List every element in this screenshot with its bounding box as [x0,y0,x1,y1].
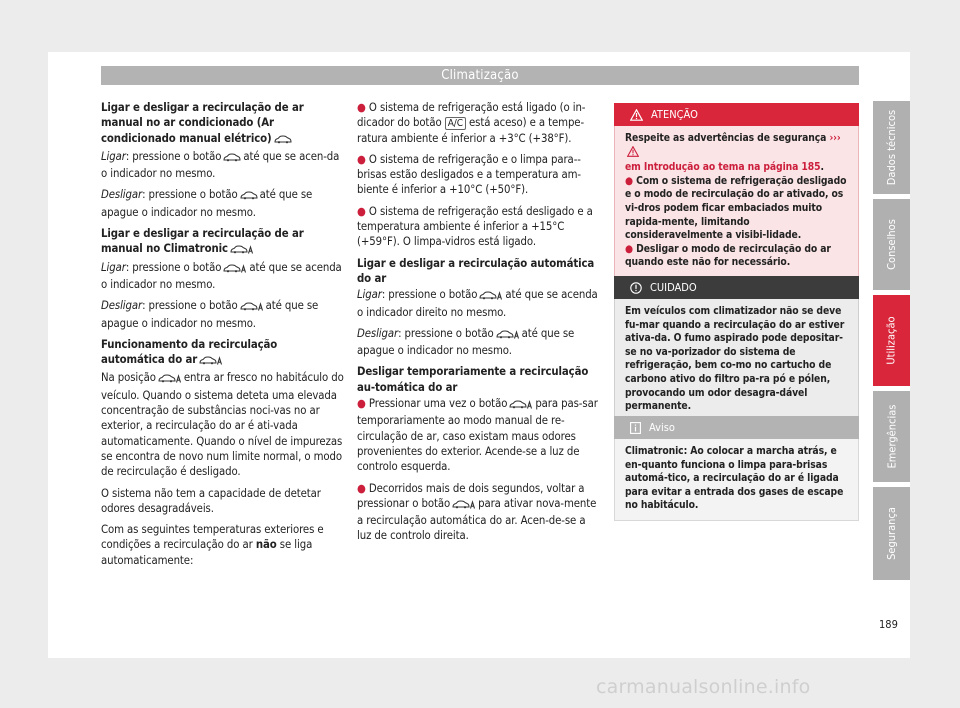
tab-emergencias[interactable]: Emergências [873,391,910,482]
caution-box [614,276,859,422]
watermark: carmanualsonline.info [596,676,811,698]
note-icon [630,422,641,434]
caution-title: CUIDADO [650,281,697,294]
recirculation-auto-car-icon [158,372,182,387]
info-circle-icon [630,282,642,294]
warning-triangle-icon [630,109,643,121]
warning-triangle-icon [627,146,639,162]
heading-auto-on-off: Ligar e desligar a recirculação automática do ar [357,256,595,285]
heading-manual-recirc: Ligar e desligar a recirculação de ar manual no ar condicionado (Ar condicionado manual elétrico) [101,100,344,148]
section-tabs [873,101,910,585]
paragraph-ligar-2: Ligar: pressione o botão até que se acenda o indicador no mesmo. [101,260,342,291]
paragraph-ligar-1: Ligar: pressione o botão até que se acen-da o indicador no mesmo. [101,149,340,181]
list-item-temporary-2: ● Decorridos mais de dois segundos, voltar a pressionar o botão para ativar nova-mente a recirculação automática do ar. Acen-de-se a luz de controlo direita. [357,481,597,543]
column-1 [101,100,344,574]
warning-intro: Respeite as advertências de segurança ››› em Introdução ao tema na página 185. [625,132,841,174]
warning-box [614,103,859,278]
recirculation-auto-car-icon [240,300,264,315]
caution-header [614,276,859,299]
note-title: Aviso [649,421,675,434]
recirculation-auto-car-icon [230,243,254,258]
recirculation-auto-car-icon [509,398,533,413]
page-title: Climatização [101,66,859,85]
ac-key-label: A/C [445,117,466,130]
warning-bullet-2: ● Desligar o modo de recirculação do ar quando este não for necessário. [625,242,831,269]
note-header [614,416,859,439]
recirculation-car-icon [223,151,241,166]
list-item-condition-3: ● O sistema de refrigeração está desligado e a temperatura ambiente é inferior a +15°C (+59°F). O limpa-vidros está ligado. [357,204,593,249]
column-2 [357,100,600,550]
paragraph-auto-description: Na posição entra ar fresco no habitáculo do veículo. Quando o sistema deteta uma elevada concentração de substâncias noci-vas no ar exterior, a recirculação do ar é ati-vada automaticamente. Quando o nível de impurezas se encontra de novo num limite normal, o modo de recirculação é desligado. [101,371,344,479]
recirculation-auto-car-icon [452,498,476,513]
heading-temporary-off: Desligar temporariamente a recirculação au-tomática do ar [357,365,589,394]
recirculation-auto-car-icon [479,289,503,304]
recirculation-auto-car-icon [199,354,223,369]
warning-title: ATENÇÃO [651,108,698,121]
list-item-temporary-1: ● Pressionar uma vez o botão para pas-sar temporariamente ao modo manual de re-circulação de ar, caso existam maus odores provenientes do exterior. Acende-se a luz de controlo esquerda. [357,397,598,474]
list-item-condition-2: ● O sistema de refrigeração e o limpa para--brisas estão desligados e a temperatura am-biente é inferior a +10°C (+50°F). [357,152,581,197]
tab-utilizacao[interactable]: Utilização [873,295,910,386]
arrows-link[interactable]: ››› [829,132,841,144]
recirculation-auto-car-icon [223,262,247,277]
recirculation-auto-car-icon [496,328,520,343]
note-body: Climatronic: Ao colocar a marcha atrás, e en-quanto funciona o limpa para-brisas automá-tico, a recirculação do ar é ligada para evitar a entrada dos gases de escape no habitáculo. [614,439,859,521]
heading-climatronic-recirc: Ligar e desligar a recirculação de ar manual no Climatronic [101,226,344,259]
warning-body [614,126,859,278]
warning-header [614,103,859,126]
paragraph-conditions: Com as seguintes temperaturas exteriores e condições a recirculação do ar não se liga automaticamente: [101,523,324,567]
paragraph-desligar-3: Desligar: pressione o botão até que se apague o indicador no mesmo. [357,326,575,358]
paragraph-odors: O sistema não tem a capacidade de detetar odores desagradáveis. [101,486,321,515]
note-box [614,416,859,521]
tab-conselhos[interactable]: Conselhos [873,199,910,290]
paragraph-desligar-1: Desligar: pressione o botão até que se apague o indicador no mesmo. [101,188,313,219]
tab-seguranca[interactable]: Segurança [873,487,910,580]
recirculation-car-icon [240,189,258,204]
paragraph-ligar-3: Ligar: pressione o botão até que se acenda o indicador direito no mesmo. [357,288,598,319]
intro-page-link[interactable]: em Introdução ao tema na página 185 [625,161,821,174]
caution-body: Em veículos com climatizador não se deve fu-mar quando a recirculação do ar estiver ativa-da. O fumo aspirado pode depositar-se no va-porizador do sistema de refrigeração, bem co-mo no cartucho de carbono ativo do filtro pa-ra pó e pólen, provocando um odor desagra-dável permanente. [614,299,859,422]
tab-dados-tecnicos[interactable]: Dados técnicos [873,101,910,194]
page-number: 189 [879,618,898,631]
warning-bullet-1: ● Com o sistema de refrigeração desligado e o modo de recirculação do ar ativado, os vi-dros podem ficar embaciados muito rapida-mente, limitando consideravelmente a visibi-lidade. [625,174,847,242]
list-item-condition-1: ● O sistema de refrigeração está ligado (o in-dicador do botão A/C está aceso) e a tempe-ratura ambiente é inferior a +3°C (+38°F). [357,101,586,145]
paragraph-desligar-2: Desligar: pressione o botão até que se apague o indicador no mesmo. [101,299,319,330]
heading-auto-recirc: Funcionamento da recirculação automática do ar [101,337,344,370]
recirculation-car-icon [274,133,292,148]
